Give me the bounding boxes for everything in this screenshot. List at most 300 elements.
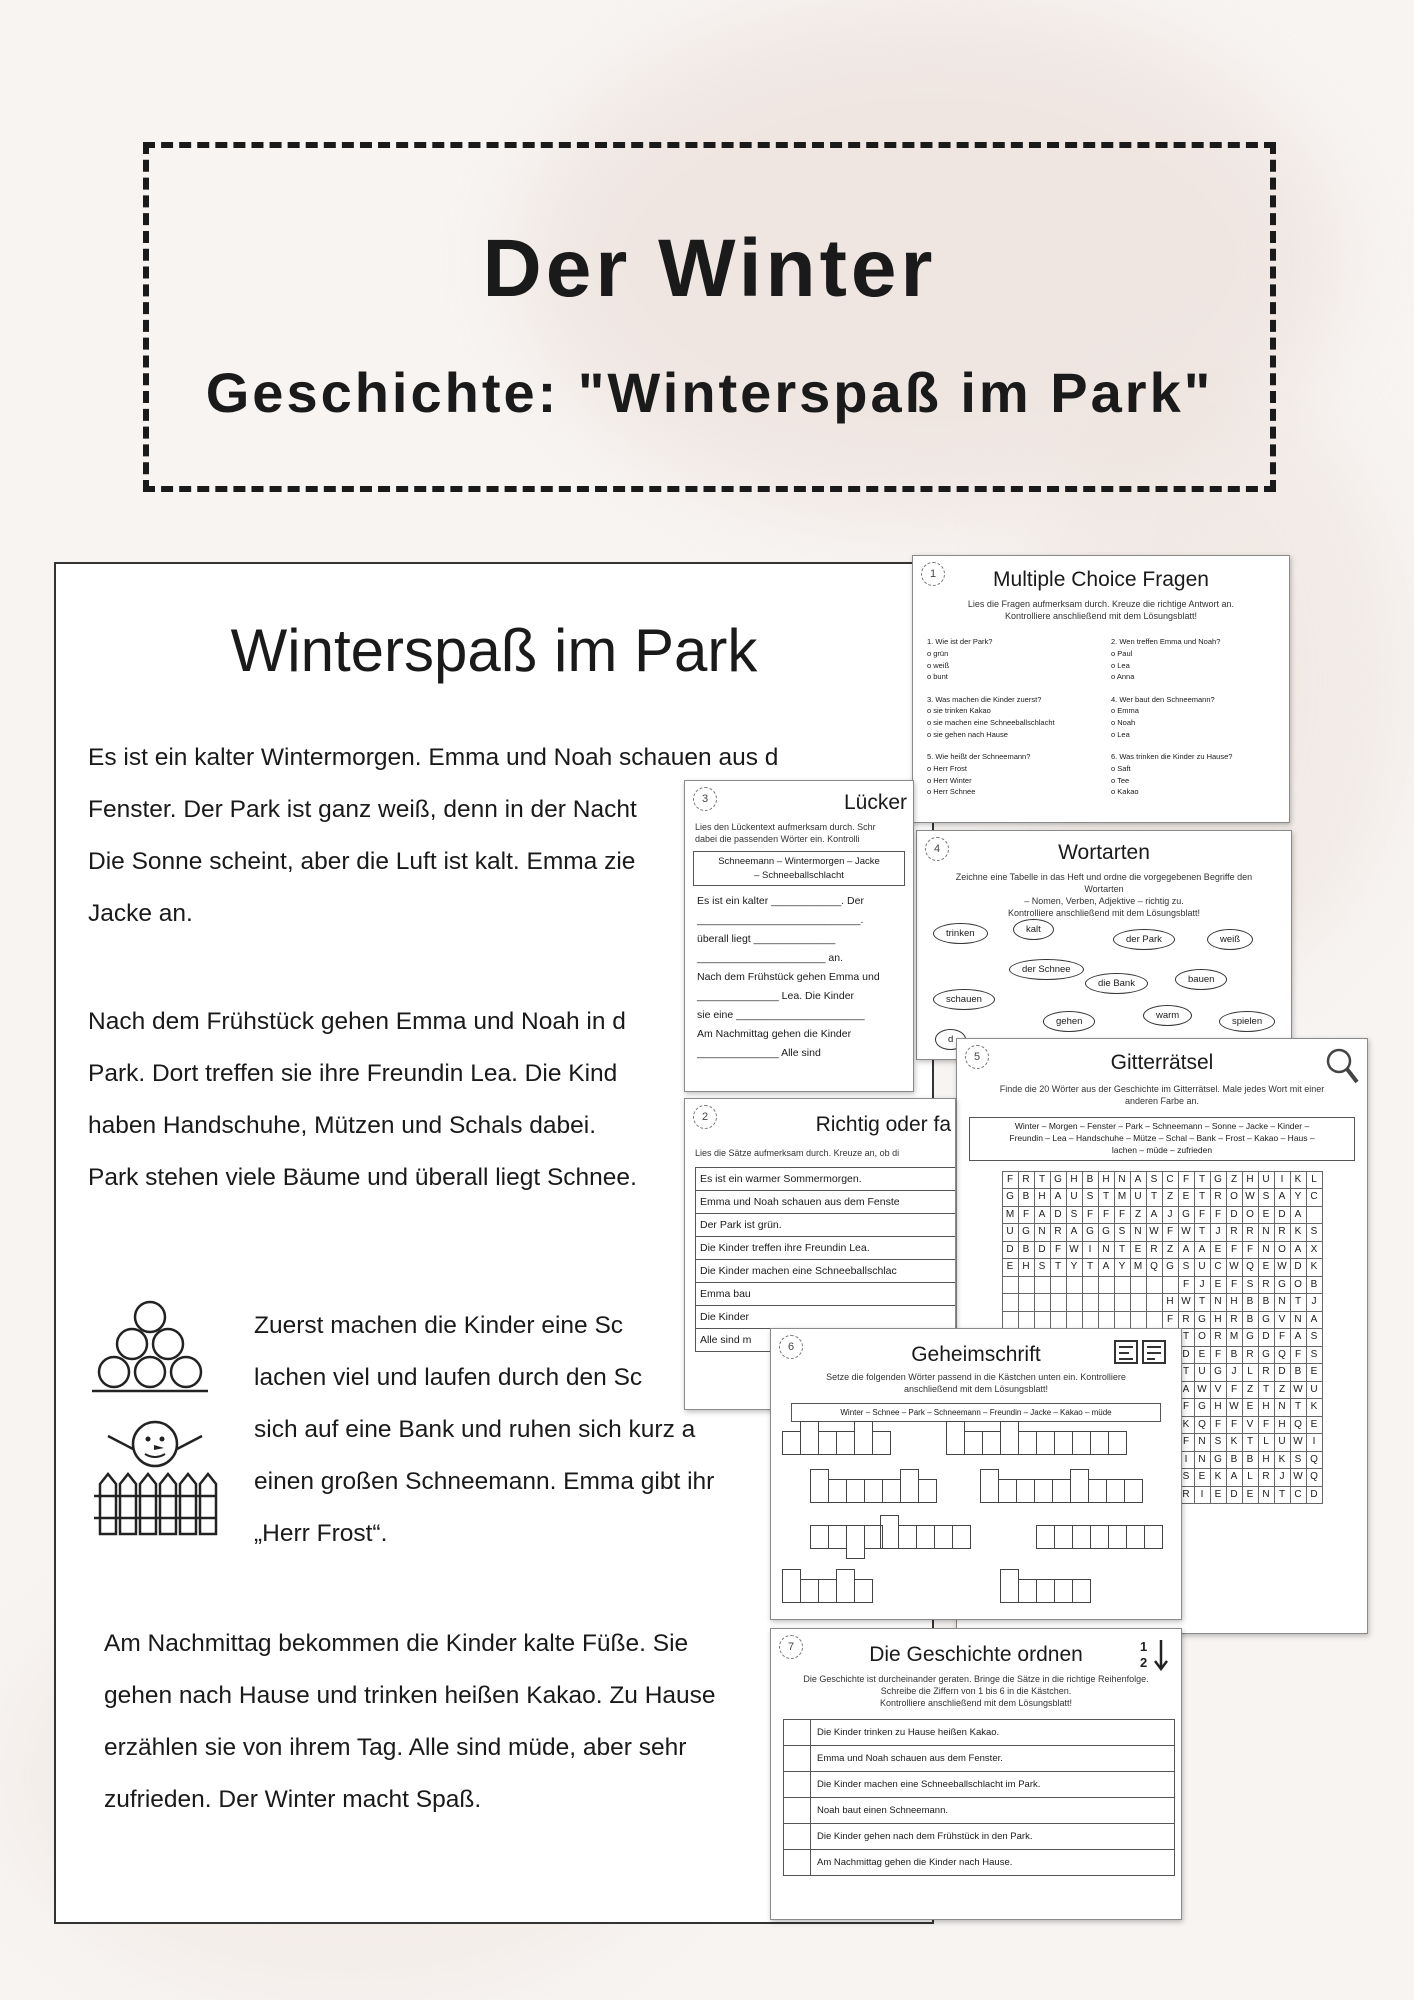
grid-cell[interactable]: K [1306,1399,1322,1417]
grid-cell[interactable]: D [1258,1329,1274,1347]
grid-cell[interactable]: Y [1066,1259,1082,1277]
grid-cell[interactable]: Q [1274,1346,1290,1364]
grid-cell[interactable]: N [1210,1294,1226,1312]
grid-cell[interactable]: H [1210,1399,1226,1417]
grid-cell[interactable] [1114,1276,1130,1294]
grid-cell[interactable]: U [1306,1381,1322,1399]
grid-cell[interactable]: S [1034,1259,1050,1277]
grid-cell[interactable] [1098,1294,1114,1312]
grid-cell[interactable]: N [1194,1451,1210,1469]
grid-cell[interactable]: W [1066,1241,1082,1259]
grid-cell[interactable]: Z [1162,1189,1178,1207]
grid-cell[interactable]: A [1034,1206,1050,1224]
grid-cell[interactable]: F [1082,1206,1098,1224]
grid-cell[interactable]: S [1146,1171,1162,1189]
grid-cell[interactable]: R [1242,1346,1258,1364]
mc-option[interactable]: o sie machen eine Schneeballschlacht [927,717,1091,729]
grid-cell[interactable]: M [1114,1189,1130,1207]
grid-cell[interactable]: O [1194,1329,1210,1347]
mc-option[interactable]: o Emma [1111,705,1275,717]
grid-cell[interactable]: T [1050,1259,1066,1277]
grid-cell[interactable]: O [1226,1189,1242,1207]
grid-cell[interactable] [1066,1294,1082,1312]
grid-cell[interactable]: R [1146,1241,1162,1259]
grid-cell[interactable]: E [1210,1486,1226,1504]
grid-cell[interactable]: N [1258,1241,1274,1259]
grid-cell[interactable]: E [1194,1346,1210,1364]
grid-cell[interactable]: F [1178,1434,1194,1452]
grid-cell[interactable]: F [1274,1329,1290,1347]
grid-cell[interactable]: D [1002,1241,1018,1259]
grid-cell[interactable]: V [1274,1311,1290,1329]
grid-cell[interactable]: D [1226,1486,1242,1504]
grid-cell[interactable]: E [1258,1206,1274,1224]
grid-cell[interactable]: Z [1242,1381,1258,1399]
grid-cell[interactable]: E [1130,1241,1146,1259]
grid-cell[interactable]: Y [1114,1259,1130,1277]
grid-cell[interactable]: F [1050,1241,1066,1259]
grid-cell[interactable]: E [1194,1469,1210,1487]
number-box[interactable] [784,1720,811,1746]
grid-cell[interactable]: H [1018,1259,1034,1277]
grid-cell[interactable]: H [1242,1171,1258,1189]
grid-cell[interactable]: G [1194,1311,1210,1329]
grid-cell[interactable]: F [1098,1206,1114,1224]
grid-cell[interactable]: K [1178,1416,1194,1434]
table-row [696,1260,957,1283]
grid-cell[interactable]: A [1066,1224,1082,1242]
grid-cell[interactable] [1130,1294,1146,1312]
grid-cell[interactable]: T [1194,1171,1210,1189]
grid-cell[interactable]: E [1210,1276,1226,1294]
number-box[interactable] [784,1850,811,1876]
grid-cell[interactable] [1034,1294,1050,1312]
grid-cell[interactable]: E [1258,1259,1274,1277]
grid-cell[interactable]: G [1082,1224,1098,1242]
grid-cell[interactable]: D [1226,1206,1242,1224]
grid-cell[interactable]: T [1098,1189,1114,1207]
grid-cell[interactable] [1018,1311,1034,1329]
number-box[interactable] [784,1746,811,1772]
grid-cell[interactable]: T [1242,1434,1258,1452]
grid-cell[interactable]: F [1242,1241,1258,1259]
grid-cell[interactable]: W [1178,1224,1194,1242]
grid-cell[interactable]: V [1242,1416,1258,1434]
grid-cell[interactable]: Z [1130,1206,1146,1224]
grid-cell[interactable]: F [1178,1171,1194,1189]
grid-cell[interactable]: H [1162,1294,1178,1312]
grid-cell[interactable]: U [1194,1259,1210,1277]
mc-option[interactable]: o Lea [1111,660,1275,672]
grid-cell[interactable]: W [1274,1259,1290,1277]
grid-cell[interactable]: F [1194,1206,1210,1224]
grid-cell[interactable]: E [1306,1364,1322,1382]
mc-option[interactable]: o grün [927,648,1091,660]
grid-cell[interactable]: V [1210,1381,1226,1399]
grid-cell[interactable] [1082,1311,1098,1329]
grid-cell[interactable] [1306,1206,1322,1224]
grid-cell[interactable]: T [1178,1364,1194,1382]
grid-cell[interactable]: U [1130,1189,1146,1207]
grid-cell[interactable] [1082,1276,1098,1294]
grid-cell[interactable]: T [1274,1486,1290,1504]
grid-cell[interactable]: A [1050,1189,1066,1207]
grid-cell[interactable]: T [1194,1294,1210,1312]
grid-cell[interactable]: L [1258,1434,1274,1452]
grid-cell[interactable]: A [1178,1381,1194,1399]
grid-cell[interactable]: H [1098,1171,1114,1189]
grid-cell[interactable]: F [1162,1224,1178,1242]
grid-cell[interactable]: R [1274,1224,1290,1242]
grid-cell[interactable]: J [1226,1364,1242,1382]
grid-cell[interactable] [1082,1294,1098,1312]
grid-cell[interactable]: C [1290,1486,1306,1504]
grid-cell[interactable]: F [1002,1171,1018,1189]
mc-option[interactable]: o weiß [927,660,1091,672]
grid-cell[interactable]: F [1226,1276,1242,1294]
grid-cell[interactable]: W [1146,1224,1162,1242]
grid-cell[interactable]: A [1274,1189,1290,1207]
grid-cell[interactable]: W [1290,1434,1306,1452]
grid-cell[interactable]: Z [1274,1381,1290,1399]
grid-cell[interactable]: F [1210,1206,1226,1224]
grid-cell[interactable]: K [1306,1259,1322,1277]
grid-cell[interactable] [1002,1311,1018,1329]
grid-cell[interactable]: G [1050,1171,1066,1189]
instruction-line: dabei die passenden Wörter ein. Kontrolli [695,834,860,845]
grid-cell[interactable]: I [1178,1451,1194,1469]
grid-cell[interactable]: S [1258,1189,1274,1207]
grid-cell[interactable]: D [1178,1346,1194,1364]
grid-cell[interactable]: E [1242,1486,1258,1504]
grid-cell[interactable]: E [1210,1241,1226,1259]
grid-cell[interactable]: T [1258,1381,1274,1399]
grid-cell[interactable]: G [1258,1311,1274,1329]
grid-cell[interactable]: B [1242,1451,1258,1469]
grid-cell[interactable]: T [1290,1294,1306,1312]
grid-cell[interactable]: I [1194,1486,1210,1504]
grid-cell[interactable]: G [1210,1451,1226,1469]
grid-cell[interactable] [1162,1276,1178,1294]
grid-cell[interactable]: T [1194,1224,1210,1242]
grid-cell[interactable]: K [1290,1171,1306,1189]
grid-cell[interactable]: B [1018,1189,1034,1207]
grid-cell[interactable]: T [1290,1399,1306,1417]
grid-cell[interactable]: A [1306,1311,1322,1329]
grid-cell[interactable]: W [1194,1381,1210,1399]
grid-cell[interactable]: H [1258,1451,1274,1469]
grid-cell[interactable]: S [1306,1224,1322,1242]
grid-cell[interactable]: L [1242,1469,1258,1487]
grid-cell[interactable]: R [1258,1469,1274,1487]
mc-option[interactable]: o Anna [1111,671,1275,683]
grid-cell[interactable]: J [1306,1294,1322,1312]
grid-cell[interactable]: G [1018,1224,1034,1242]
grid-cell[interactable]: R [1258,1276,1274,1294]
grid-cell[interactable]: F [1226,1241,1242,1259]
grid-cell[interactable]: W [1178,1294,1194,1312]
grid-cell[interactable]: G [1210,1171,1226,1189]
grid-cell[interactable]: K [1210,1469,1226,1487]
grid-cell[interactable]: R [1258,1364,1274,1382]
grid-cell[interactable]: F [1162,1311,1178,1329]
grid-cell[interactable]: F [1290,1346,1306,1364]
grid-cell[interactable]: N [1258,1486,1274,1504]
grid-cell[interactable] [1098,1311,1114,1329]
grid-cell[interactable]: B [1242,1294,1258,1312]
grid-cell[interactable]: N [1290,1311,1306,1329]
grid-cell[interactable]: A [1290,1206,1306,1224]
grid-cell[interactable]: Y [1290,1189,1306,1207]
grid-cell[interactable]: F [1114,1206,1130,1224]
grid-cell[interactable]: I [1082,1241,1098,1259]
grid-cell[interactable]: N [1258,1224,1274,1242]
grid-cell[interactable]: I [1274,1171,1290,1189]
grid-cell[interactable]: T [1194,1189,1210,1207]
grid-cell[interactable]: Q [1194,1416,1210,1434]
grid-cell[interactable]: G [1178,1206,1194,1224]
grid-cell[interactable]: B [1242,1311,1258,1329]
grid-cell[interactable]: C [1306,1189,1322,1207]
grid-cell[interactable]: M [1130,1259,1146,1277]
grid-cell[interactable]: G [1162,1259,1178,1277]
grid-cell[interactable]: S [1242,1276,1258,1294]
grid-cell[interactable]: T [1114,1241,1130,1259]
grid-cell[interactable]: A [1226,1469,1242,1487]
grid-cell[interactable]: N [1098,1241,1114,1259]
mc-option[interactable]: o Herr Frost [927,763,1091,775]
grid-cell[interactable]: A [1194,1241,1210,1259]
grid-cell[interactable]: A [1146,1206,1162,1224]
grid-cell[interactable]: G [1242,1329,1258,1347]
mc-option[interactable]: o sie gehen nach Hause [927,729,1091,741]
grid-cell[interactable]: R [1018,1171,1034,1189]
grid-cell[interactable]: Q [1242,1259,1258,1277]
grid-cell[interactable]: L [1306,1171,1322,1189]
grid-cell[interactable]: R [1210,1329,1226,1347]
mc-option[interactable]: o Lea [1111,729,1275,741]
grid-cell[interactable]: Q [1290,1416,1306,1434]
grid-cell[interactable] [1002,1294,1018,1312]
grid-cell[interactable]: D [1290,1259,1306,1277]
grid-cell[interactable] [1050,1294,1066,1312]
grid-cell[interactable]: C [1162,1171,1178,1189]
grid-cell[interactable]: U [1274,1434,1290,1452]
grid-cell[interactable]: D [1274,1364,1290,1382]
grid-cell[interactable]: T [1178,1329,1194,1347]
grid-cell[interactable]: E [1242,1399,1258,1417]
grid-cell[interactable]: A [1290,1329,1306,1347]
grid-cell[interactable]: J [1274,1469,1290,1487]
mc-option[interactable]: o sie trinken Kakao [927,705,1091,717]
grid-cell[interactable]: A [1178,1241,1194,1259]
grid-cell[interactable]: N [1194,1434,1210,1452]
grid-cell[interactable]: Q [1306,1469,1322,1487]
grid-cell[interactable]: T [1146,1189,1162,1207]
grid-cell[interactable] [1146,1311,1162,1329]
grid-cell[interactable]: M [1002,1206,1018,1224]
grid-cell[interactable]: Z [1162,1241,1178,1259]
grid-cell[interactable]: B [1226,1451,1242,1469]
grid-cell[interactable]: N [1130,1224,1146,1242]
grid-cell[interactable]: E [1002,1259,1018,1277]
grid-cell[interactable]: C [1210,1259,1226,1277]
mc-option[interactable]: o Kakao [1111,786,1275,798]
grid-cell[interactable]: O [1274,1241,1290,1259]
grid-cell[interactable] [1034,1276,1050,1294]
grid-cell[interactable] [1002,1276,1018,1294]
grid-cell[interactable]: E [1178,1189,1194,1207]
grid-cell[interactable]: S [1210,1434,1226,1452]
grid-cell[interactable] [1146,1276,1162,1294]
grid-cell[interactable] [1114,1294,1130,1312]
grid-cell[interactable]: W [1226,1259,1242,1277]
grid-cell[interactable]: F [1018,1206,1034,1224]
grid-cell[interactable]: B [1306,1276,1322,1294]
grid-cell[interactable] [1098,1276,1114,1294]
grid-cell[interactable]: L [1242,1364,1258,1382]
grid-cell[interactable]: R [1178,1311,1194,1329]
number-box[interactable] [784,1824,811,1850]
grid-cell[interactable]: A [1098,1259,1114,1277]
grid-cell[interactable]: S [1178,1259,1194,1277]
grid-cell[interactable]: G [1274,1276,1290,1294]
grid-cell[interactable]: K [1226,1434,1242,1452]
grid-cell[interactable]: F [1226,1416,1242,1434]
grid-cell[interactable]: W [1226,1399,1242,1417]
grid-cell[interactable]: S [1306,1329,1322,1347]
grid-cell[interactable] [1034,1311,1050,1329]
grid-cell[interactable] [1018,1276,1034,1294]
grid-cell[interactable]: B [1082,1171,1098,1189]
sentence-cell: Die Kinder trinken zu Hause heißen Kakao. [811,1720,1175,1746]
grid-cell[interactable]: N [1114,1171,1130,1189]
grid-cell[interactable]: S [1178,1469,1194,1487]
mc-option[interactable]: o Herr Winter [927,775,1091,787]
grid-cell[interactable]: S [1114,1224,1130,1242]
grid-cell[interactable] [1018,1294,1034,1312]
grid-cell[interactable]: Q [1146,1259,1162,1277]
grid-cell[interactable]: J [1210,1224,1226,1242]
grid-cell[interactable]: F [1226,1381,1242,1399]
grid-cell[interactable] [1130,1311,1146,1329]
grid-cell[interactable]: B [1226,1346,1242,1364]
grid-cell[interactable]: F [1178,1276,1194,1294]
grid-cell[interactable]: O [1290,1276,1306,1294]
grid-cell[interactable] [1066,1276,1082,1294]
grid-cell[interactable]: A [1290,1241,1306,1259]
grid-cell[interactable]: T [1034,1171,1050,1189]
mc-option[interactable]: o Paul [1111,648,1275,660]
grid-cell[interactable]: X [1306,1241,1322,1259]
grid-cell[interactable]: H [1226,1294,1242,1312]
mc-option[interactable]: o Herr Schnee [927,786,1091,798]
grid-cell[interactable]: K [1274,1451,1290,1469]
grid-cell[interactable]: U [1002,1224,1018,1242]
mc-option[interactable]: o Tee [1111,775,1275,787]
grid-cell[interactable]: N [1274,1399,1290,1417]
grid-cell[interactable]: R [1226,1224,1242,1242]
number-box[interactable] [784,1772,811,1798]
grid-cell[interactable]: H [1210,1311,1226,1329]
grid-cell[interactable]: F [1178,1399,1194,1417]
grid-cell[interactable]: T [1082,1259,1098,1277]
grid-cell[interactable] [1066,1311,1082,1329]
grid-cell[interactable]: H [1034,1189,1050,1207]
grid-cell[interactable]: F [1210,1346,1226,1364]
table-row [784,1746,1175,1772]
grid-cell[interactable]: A [1130,1171,1146,1189]
grid-cell[interactable] [1146,1294,1162,1312]
grid-cell[interactable]: M [1226,1329,1242,1347]
grid-cell[interactable]: G [1258,1346,1274,1364]
grid-cell[interactable]: H [1066,1171,1082,1189]
number-box[interactable] [784,1798,811,1824]
mc-option[interactable]: o Noah [1111,717,1275,729]
grid-cell[interactable]: E [1306,1416,1322,1434]
grid-cell[interactable]: I [1306,1434,1322,1452]
grid-cell[interactable]: R [1050,1224,1066,1242]
grid-cell[interactable]: G [1002,1189,1018,1207]
grid-cell[interactable]: Z [1226,1171,1242,1189]
grid-cell[interactable]: U [1194,1364,1210,1382]
grid-cell[interactable]: S [1290,1451,1306,1469]
grid-cell[interactable] [1050,1311,1066,1329]
grid-cell[interactable]: K [1290,1224,1306,1242]
grid-cell[interactable]: U [1258,1171,1274,1189]
grid-cell[interactable]: H [1274,1416,1290,1434]
mc-option[interactable]: o Saft [1111,763,1275,775]
grid-cell[interactable]: N [1274,1294,1290,1312]
grid-cell[interactable]: D [1034,1241,1050,1259]
grid-cell[interactable]: W [1242,1189,1258,1207]
grid-cell[interactable]: R [1226,1311,1242,1329]
grid-cell[interactable]: G [1210,1364,1226,1382]
mc-option[interactable]: o bunt [927,671,1091,683]
grid-cell[interactable]: G [1098,1224,1114,1242]
grid-cell[interactable]: S [1306,1346,1322,1364]
grid-cell[interactable]: B [1290,1364,1306,1382]
grid-cell[interactable]: G [1194,1399,1210,1417]
grid-cell[interactable] [1130,1276,1146,1294]
grid-cell[interactable] [1114,1311,1130,1329]
grid-cell[interactable]: R [1210,1189,1226,1207]
grid-cell[interactable]: U [1066,1189,1082,1207]
grid-cell[interactable]: F [1258,1416,1274,1434]
grid-cell[interactable]: R [1178,1486,1194,1504]
grid-cell[interactable]: B [1258,1294,1274,1312]
grid-cell[interactable]: Q [1306,1451,1322,1469]
grid-cell[interactable]: R [1242,1224,1258,1242]
grid-cell[interactable]: D [1050,1206,1066,1224]
wordbox-line: Schneemann – Wintermorgen – Jacke [718,856,880,868]
grid-cell[interactable]: B [1018,1241,1034,1259]
grid-cell[interactable]: D [1274,1206,1290,1224]
grid-cell[interactable]: W [1290,1381,1306,1399]
grid-cell[interactable]: S [1082,1189,1098,1207]
grid-cell[interactable]: S [1066,1206,1082,1224]
story-line: Park. Dort treffen sie ihre Freundin Lea. Die Kind [88,1060,618,1087]
grid-cell[interactable]: F [1210,1416,1226,1434]
grid-cell[interactable]: N [1034,1224,1050,1242]
grid-cell[interactable]: D [1306,1486,1322,1504]
grid-cell[interactable]: W [1290,1469,1306,1487]
grid-cell[interactable]: J [1194,1276,1210,1294]
grid-cell[interactable] [1050,1276,1066,1294]
grid-cell[interactable]: H [1258,1399,1274,1417]
grid-cell[interactable]: J [1162,1206,1178,1224]
grid-cell[interactable]: O [1242,1206,1258,1224]
